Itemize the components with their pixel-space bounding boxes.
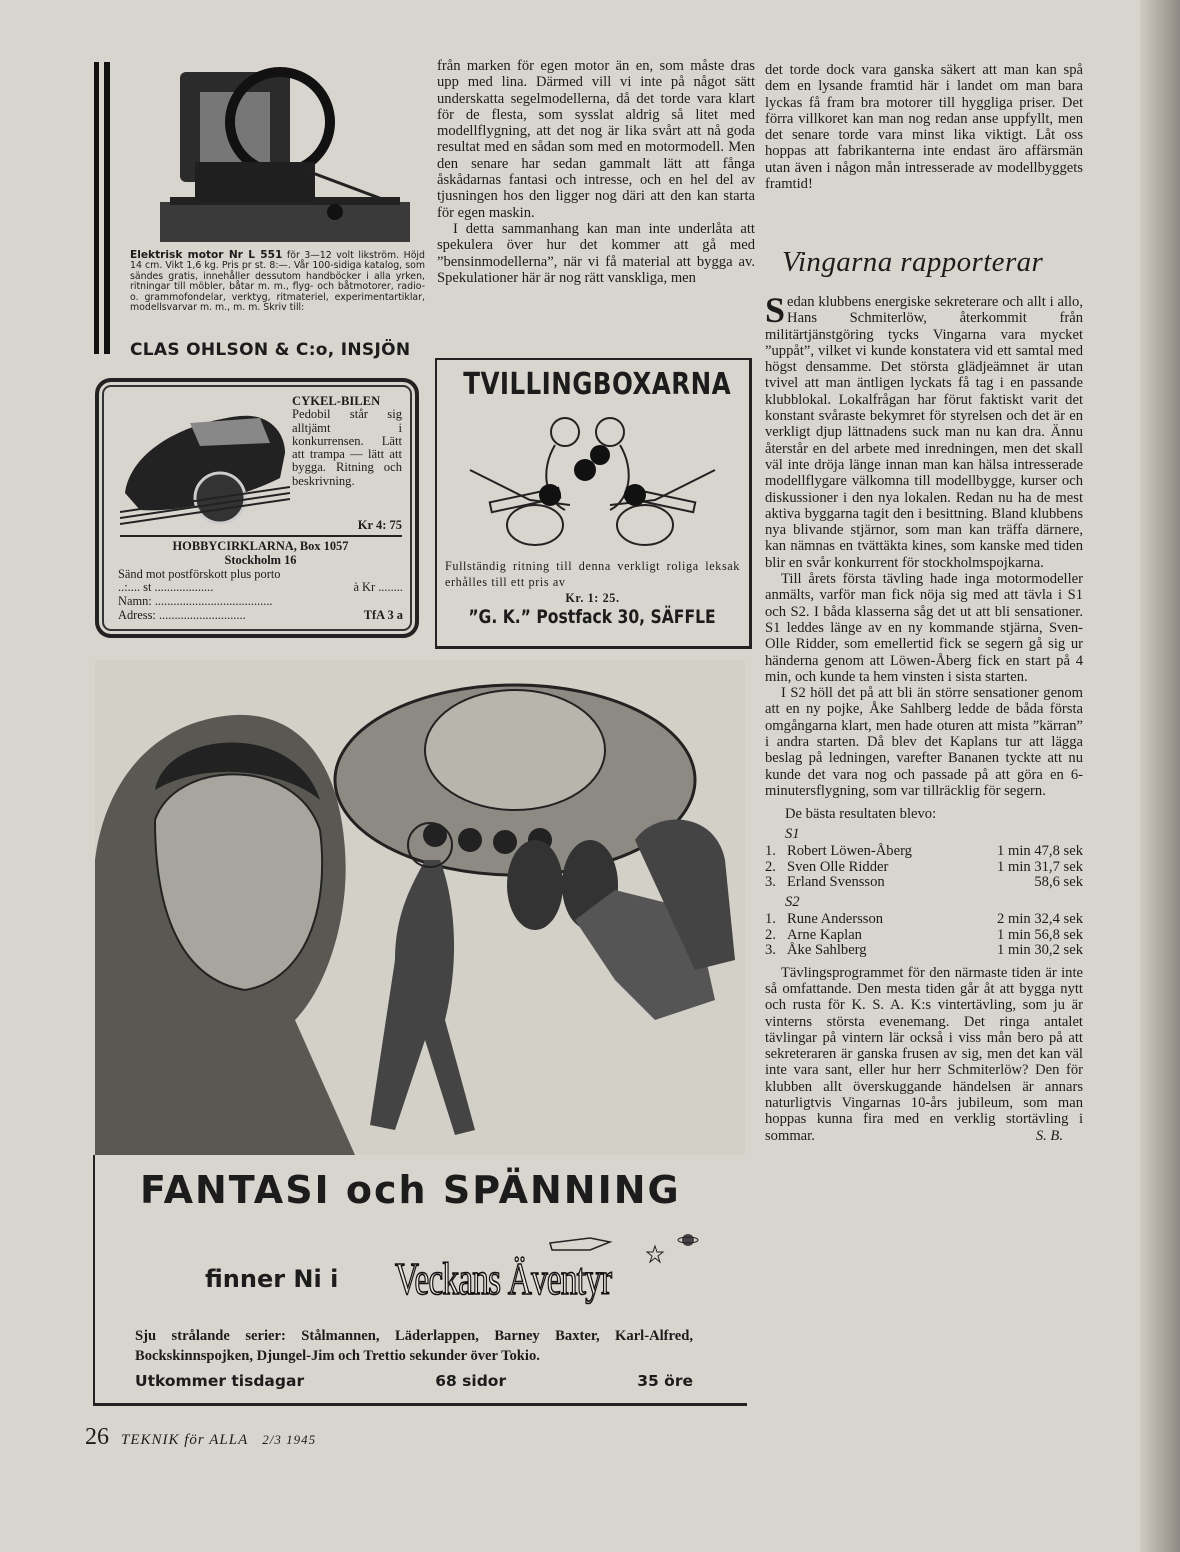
tvilling-ad-text	[445, 558, 740, 606]
name-field: Namn: ......................................	[118, 594, 273, 609]
result-rank: 2.	[765, 858, 776, 875]
space-adventure-illustration	[95, 660, 745, 1155]
result-time: 1 min 30,2 sek	[997, 942, 1083, 959]
article-paragraph: I detta sammanhang kan man inte underlåta att spekulera över hur det kommer att gå med ”bensinmodellerna”, när vi få material att bygga av. Spekulationer här är nog rätt vanskliga, men	[437, 220, 755, 286]
motor-ad-text	[130, 250, 425, 313]
page-footer	[85, 1424, 316, 1451]
tvilling-ad-body: Fullständig ritning till denna verkligt roliga leksak erhålles till ett pris av	[445, 559, 740, 589]
publication-name: TEKNIK för ALLA	[121, 1432, 249, 1448]
veckans-aventyr-logo: Veckans Äventyr	[395, 1253, 612, 1304]
result-name: Åke Sahlberg	[787, 942, 867, 959]
right-column-intro	[765, 62, 1083, 192]
cykel-ad-sender: HOBBYCIRKLARNA, Box 1057	[172, 539, 349, 553]
article-paragraph: Tävlingsprogrammet för den närmaste tiden är inte så omfattande. Den mesta tiden går åt att bygga nytt och rusta för K. S. A. K:s vintertävling, som ju är vinterns största evenemang. Det ringa antalet tävlingar på vintern lär också i viss mån bero på att sekreteraren är ganska frusen av sig, men det kan väl inte vara sant, eller hur herr Schmiterlöw? Den för klubben allt överskuggande händelsen är annars naturligtvis Vingarnas 10-års jubileum, som man hoppas kunna fira med en verklig stortävling i sommar.	[765, 964, 1083, 1144]
article-paragraph: det torde dock vara ganska säkert att man kan spå dem en lysande framtid här i landet om man bara lyckas få fram bra motorer till hyggliga priser. Det förra villkoret kan man nog redan anse uppfyllt, men det senare torde vara minst lika viktigt. Låt oss hoppas att fabrikanterna inte endast äro affärsmän utan även i någon mån intresserade av modellbyggets framtid!	[765, 62, 1083, 193]
issue-date: 2/3 1945	[262, 1432, 317, 1447]
article-paragraph: edan klubbens energiske sekreterare och allt i allo, Hans Schmiterlöw, återkommit från militärtjänstgöring tycks Vingarna vara mycket ”uppåt”, vilket vi kunde konstatera vid ett samtal med högst densamme. Det största glädjeämnet är utan tvivel att man äntligen lyckats få tag i en passande klubblokal. Lokalfrågan har förut faktiskt varit det konstant svåraste bekymret för styrelsen och det är en verkligt djup lättnadens suck man nu kan dra. Ännu återstår en del arbete med inredningen, men det skall väl inte dröja länge innan man kan hälsa intresserade modellflygare välkomna till modellbygge, kurser och diskussioner i den nya lokalen. Redan nu ha de mest aktiva byggarna tagit den i besittning. Bland klubbens nya blivande stjärnor, som man kan träffa därnere, kan nämnas en tvättäkta kines, som kanske med tiden blir en svår konkurrent för stockholmspojkarna.	[765, 294, 1083, 571]
result-name: Erland Svensson	[787, 874, 885, 891]
motor-ad-company: CLAS OHLSON & C:o, INSJÖN	[130, 340, 411, 360]
cykel-order-form	[118, 540, 403, 623]
article-paragraph: I S2 höll det på att bli än större sensationer genom att en ny pojke, Åke Sahlberg ledde de båda första omgångarna klart, men hade oturen att mista ”kärran” i andra starten. Då blev det Kaplans tur att lägga beslag på ledningen, varefter Bananen tyckte att nu kunde det vara nog och passade på att göra en 6-minutersflygning, som var tillräcklig för segern.	[765, 685, 1083, 799]
result-row	[765, 928, 1083, 944]
result-name: Arne Kaplan	[787, 926, 862, 943]
results-list	[765, 807, 1083, 959]
result-name: Rune Andersson	[787, 911, 884, 928]
fantasi-ad-series: Sju strålande serier: Stålmannen, Läderlappen, Barney Baxter, Karl-Alfred, Bockskinnspojken, Djungel-Jim och Trettio sekunder över Tokio.	[135, 1328, 693, 1364]
address-field: Adress: ............................	[118, 607, 246, 622]
tvilling-ad-price: Kr. 1: 25.	[565, 591, 620, 605]
result-row	[765, 860, 1083, 876]
result-time: 1 min 56,8 sek	[997, 926, 1083, 943]
page-number: 26	[85, 1424, 109, 1450]
result-name: Sven Olle Ridder	[787, 858, 889, 875]
result-row	[765, 943, 1083, 959]
result-row	[765, 912, 1083, 928]
motor-ad-title: Elektrisk motor Nr L 551	[130, 249, 283, 261]
cykel-ad-title: CYKEL-BILEN	[292, 394, 381, 408]
results-intro: De bästa resultaten blevo:	[785, 806, 937, 823]
tvilling-ad-address: ”G. K.” Postfack 30, SÄFFLE	[468, 606, 716, 628]
article-paragraph: från marken för egen motor än en, som måste dras upp med lina. Därmed vill vi inte på något sätt underskatta segelmodellerna, då det torde vara klart för de flesta, som sysslat aldrig så litet med modellflygning, att det nog är lika svårt att nå goda resultat med en sådan som med en motormodell. Men den senare har sedan gammalt lätt att fånga åskådarnas fantasi och intresse, och en hel del av tjusningen hos den ligger nog däri att den kan starta för egen maskin.	[437, 58, 755, 221]
result-time: 1 min 31,7 sek	[997, 858, 1083, 875]
page-binding-shadow	[1140, 0, 1180, 1552]
result-name: Robert Löwen-Åberg	[787, 843, 912, 860]
article-signature: S. B.	[1035, 1127, 1063, 1144]
right-column-article	[765, 290, 1083, 1144]
drop-cap: S	[765, 290, 786, 330]
result-rank: 2.	[765, 926, 776, 943]
cykel-ad-description	[292, 395, 402, 488]
fantasi-ad-headline: FANTASI och SPÄNNING	[140, 1168, 681, 1212]
result-time: 58,6 sek	[1034, 874, 1083, 891]
pedal-car-illustration	[120, 398, 290, 528]
result-time: 1 min 47,8 sek	[997, 843, 1083, 860]
ad-border-bars	[94, 62, 115, 354]
motor-ad-body: för 3—12 volt likström. Höjd 14 cm. Vikt 1,6 kg. Pris pr st. 8:—. Vår 100-sidiga katalog, som sändes gratis, innehåller dessutom handböcker i alla yrken, ritningar till möbler, båtar m. m., flyg- och båtmotorer, radio- o. grammofondelar, verktyg, ritmateriel, experimentartiklar, modellsvarvar m. m., m. m. Skriv till:	[130, 250, 425, 314]
result-rank: 1.	[765, 843, 776, 860]
boxing-twins-illustration	[450, 410, 735, 550]
fantasi-ad-finner: finner Ni i	[205, 1265, 339, 1293]
cykel-ad-city: Stockholm 16	[224, 552, 297, 567]
fantasi-ad-published: Utkommer tisdagar	[135, 1372, 305, 1390]
result-rank: 3.	[765, 942, 776, 959]
result-rank: 1.	[765, 911, 776, 928]
results-class-label: S1	[785, 825, 800, 842]
cykel-ad-instruction: Sänd mot postförskott plus porto	[118, 566, 281, 581]
results-class-label: S2	[785, 893, 800, 910]
order-qty-field: ..:.... st ...................	[118, 580, 214, 595]
divider	[120, 535, 402, 537]
fantasi-ad-pages: 68 sidor	[435, 1372, 507, 1390]
fantasi-ad-price: 35 öre	[637, 1372, 693, 1390]
fantasi-ad-footer	[135, 1372, 693, 1390]
cykel-ad-price: Kr 4: 75	[357, 518, 402, 532]
ad-code: TfA 3 a	[363, 607, 403, 622]
electric-motor-illustration	[150, 62, 420, 252]
result-time: 2 min 32,4 sek	[997, 911, 1083, 928]
order-price-field: à Kr ........	[353, 580, 403, 595]
result-rank: 3.	[765, 874, 776, 891]
result-row	[765, 844, 1083, 860]
result-row	[765, 875, 1083, 891]
middle-column-article	[437, 58, 755, 286]
article-paragraph: Till årets första tävling hade inga motormodeller anmälts, varför man fick nöja sig med att tävla i S1 och S2. I båda klasserna såg det ut att bli sensationer. S1 leddes länge av en ny kommande stjärna, Sven-Olle Ridder, som emellertid fick se segern gå sig ur händerna genom att Löwen-Åberg fick en start på 4 min, och kunde ta hem vinsten i sista starten.	[765, 571, 1083, 685]
article-heading: Vingarna rapporterar	[782, 246, 1044, 278]
cykel-ad-body: Pedobil står sig alltjämt i konkurrensen. Lätt att trampa — lätt att bygga. Ritning och beskrivning.	[292, 407, 402, 488]
tvilling-ad-title: TVILLINGBOXARNA	[463, 367, 732, 402]
